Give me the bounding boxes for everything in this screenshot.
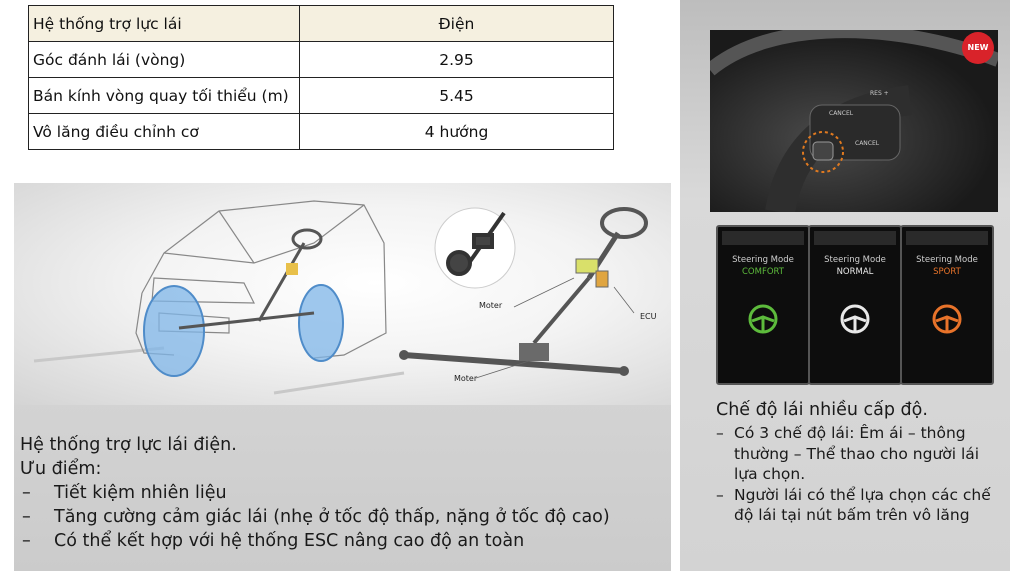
steering-system-panel [14, 183, 671, 571]
table-row [29, 78, 614, 114]
spec-label: Vô lăng điều chỉnh cơ [29, 114, 300, 150]
motor-unit [576, 259, 598, 273]
list-item: – Có thể kết hợp với hệ thống ESC nâng cao độ an toàn [22, 531, 525, 551]
intermediate-shaft [534, 278, 589, 343]
mode-card-title: Steering Mode [916, 255, 978, 265]
description-title: Hệ thống trợ lực lái điện. [20, 435, 237, 455]
list-item: – Có 3 chế độ lái: Êm ái – thông thường – Thể thao cho người lái lựa chọn. [716, 423, 996, 485]
spec-label: Hệ thống trợ lực lái [29, 6, 300, 42]
steering-wheel-normal-icon [835, 297, 875, 337]
car-steering-illustration [14, 183, 671, 405]
tie-rod-end [399, 350, 409, 360]
mode-card-title: Steering Mode [732, 255, 794, 265]
spec-value: 4 hướng [300, 114, 614, 150]
steering-wheel-comfort-icon [743, 297, 783, 337]
list-item: – Tăng cường cảm giác lái (nhẹ ở tốc độ thấp, nặng ở tốc độ cao) [22, 507, 610, 527]
mode-card-title: Steering Mode [824, 255, 886, 265]
bullet-text: Tăng cường cảm giác lái (nhẹ ở tốc độ thấp, nặng ở tốc độ cao) [54, 507, 610, 527]
bullet-text: Có thể kết hợp với hệ thống ESC nâng cao độ an toàn [54, 531, 525, 551]
tie-rod-end [619, 366, 629, 376]
steering-mode-description [716, 400, 996, 526]
steering-wheel-buttons-illustration [710, 30, 998, 212]
steering-wheel-photo [710, 30, 998, 212]
display-status-bar [814, 231, 896, 245]
bullet-text: Tiết kiệm nhiên liệu [54, 483, 227, 503]
steering-mode-panel [680, 0, 1010, 571]
res-label: RES + [870, 90, 889, 97]
road-line [34, 348, 164, 361]
motor-callout-top: Moter [479, 301, 503, 310]
steering-diagram [14, 183, 671, 405]
spec-value: 5.45 [300, 78, 614, 114]
mode-card-comfort [716, 225, 810, 385]
spec-table [28, 5, 614, 150]
steering-wheel-sport-icon [927, 297, 967, 337]
spec-value: 2.95 [300, 42, 614, 78]
steering-mode-button [813, 142, 833, 160]
mode-name: COMFORT [741, 267, 785, 277]
wheel-rim [710, 31, 998, 70]
cancel-label: CANCEL [829, 110, 854, 117]
display-status-bar [722, 231, 804, 245]
mode-card-sport [900, 225, 994, 385]
road-line [274, 373, 404, 393]
callout-line [614, 287, 634, 313]
steering-mode-heading: Chế độ lái nhiều cấp độ. [716, 400, 928, 420]
new-badge-label: NEW [967, 43, 989, 52]
display-status-bar [906, 231, 988, 245]
ecu-callout: ECU [640, 312, 657, 321]
motor-unit-small [286, 263, 298, 275]
rack-housing [519, 343, 549, 361]
steering-rack-large [404, 355, 624, 371]
spec-value: Điện [300, 6, 614, 42]
steering-column [259, 243, 304, 321]
table-row [29, 42, 614, 78]
mode-card-normal [808, 225, 902, 385]
callout-line [514, 278, 574, 307]
advantages-heading: Ưu điểm: [20, 459, 102, 479]
spec-label: Góc đánh lái (vòng) [29, 42, 300, 78]
mode-name: SPORT [933, 267, 961, 277]
front-wheel-left [144, 286, 204, 376]
steering-wheel-large [602, 209, 646, 237]
spec-label: Bán kính vòng quay tối thiểu (m) [29, 78, 300, 114]
item-text: Người lái có thể lựa chọn các chế độ lái tại nút bấm trên vô lăng [734, 485, 991, 524]
table-row [29, 114, 614, 150]
list-item: – Tiết kiệm nhiên liệu [22, 483, 227, 503]
list-item: – Người lái có thể lựa chọn các chế độ lái tại nút bấm trên vô lăng [716, 485, 996, 526]
motor-callout-bottom: Moter [454, 374, 478, 383]
ecu-unit [596, 271, 608, 287]
steering-description [20, 433, 610, 553]
cancel-label-2: CANCEL [855, 140, 880, 147]
front-wheel-right [299, 285, 343, 361]
item-text: Có 3 chế độ lái: Êm ái – thông thường – Thể thao cho người lái lựa chọn. [734, 424, 980, 483]
table-row [29, 6, 614, 42]
mode-name: NORMAL [836, 267, 874, 277]
